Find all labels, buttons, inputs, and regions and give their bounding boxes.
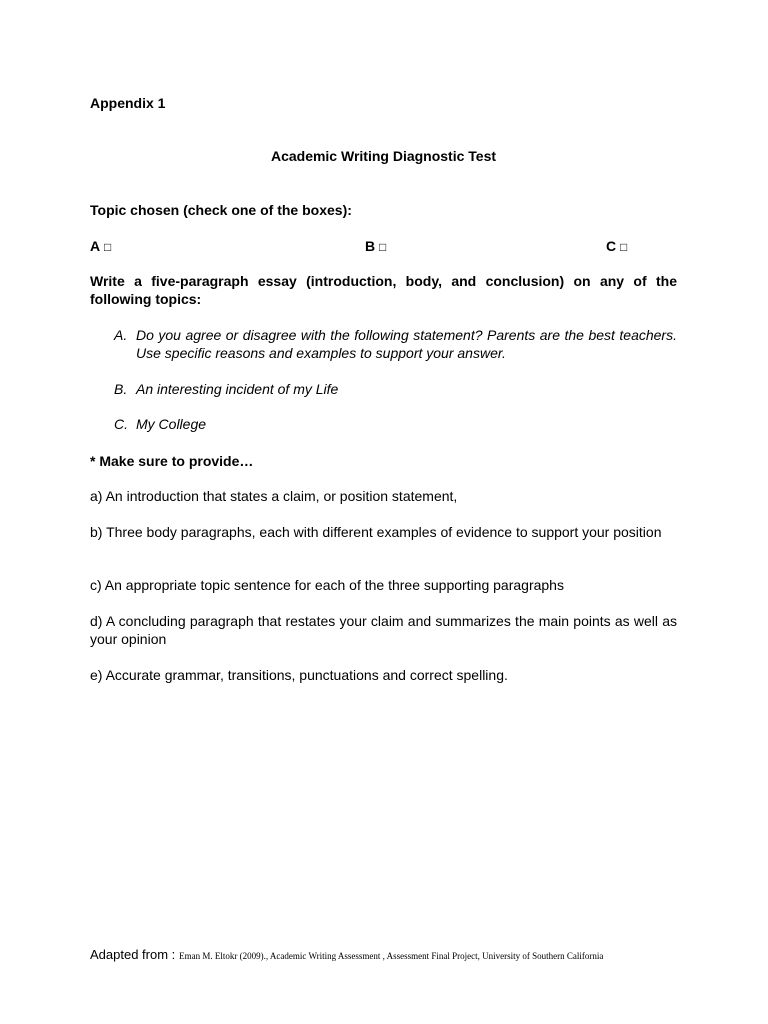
topic-text: Do you agree or disagree with the following statement? Parents are the best teachers. Use specific reasons and examples to support your answer.: [136, 327, 677, 361]
document-title: Academic Writing Diagnostic Test: [270, 148, 497, 164]
provide-heading: * Make sure to provide…: [90, 453, 254, 469]
topic-prompt: Topic chosen (check one of the boxes):: [90, 202, 352, 218]
checkbox-option-a[interactable]: [90, 237, 111, 256]
essay-instruction: Write a five-paragraph essay (introduction, body, and conclusion) on any of the following topics:: [90, 273, 677, 307]
checkbox-square-icon[interactable]: □: [104, 240, 112, 254]
footer-citation-line: [90, 945, 710, 965]
requirement-item: d) A concluding paragraph that restates your claim and summarizes the main points as well as your opinion: [90, 613, 677, 647]
topic-checkbox-row: [90, 237, 677, 255]
requirement-item: c) An appropriate topic sentence for each of the three supporting paragraphs: [90, 577, 564, 593]
checkbox-square-icon[interactable]: □: [620, 240, 628, 254]
option-letter: B: [365, 238, 376, 254]
topic-marker: C.: [114, 416, 128, 432]
requirement-item: a) An introduction that states a claim, or position statement,: [90, 488, 458, 504]
topic-item-a: [114, 326, 677, 362]
topic-item-b: [114, 380, 677, 398]
requirement-item: b) Three body paragraphs, each with different examples of evidence to support your position: [90, 524, 662, 540]
appendix-label: Appendix 1: [90, 95, 166, 111]
option-letter: A: [90, 238, 101, 254]
topic-text: An interesting incident of my Life: [136, 381, 339, 397]
checkbox-square-icon[interactable]: □: [379, 240, 387, 254]
topic-marker: B.: [114, 381, 128, 397]
footer-citation: Eman M. Eltokr (2009)., Academic Writing Assessment , Assessment Final Project, University of Southern California: [179, 951, 604, 961]
option-letter: C: [606, 238, 617, 254]
footer-label: Adapted from :: [90, 947, 176, 962]
document-page: [90, 0, 677, 1024]
checkbox-option-c[interactable]: [606, 237, 627, 256]
requirement-item: e) Accurate grammar, transitions, punctuations and correct spelling.: [90, 667, 508, 683]
topic-item-c: [114, 415, 677, 433]
topic-marker: A.: [114, 327, 128, 343]
topic-text: My College: [136, 416, 207, 432]
checkbox-option-b[interactable]: [365, 237, 386, 256]
